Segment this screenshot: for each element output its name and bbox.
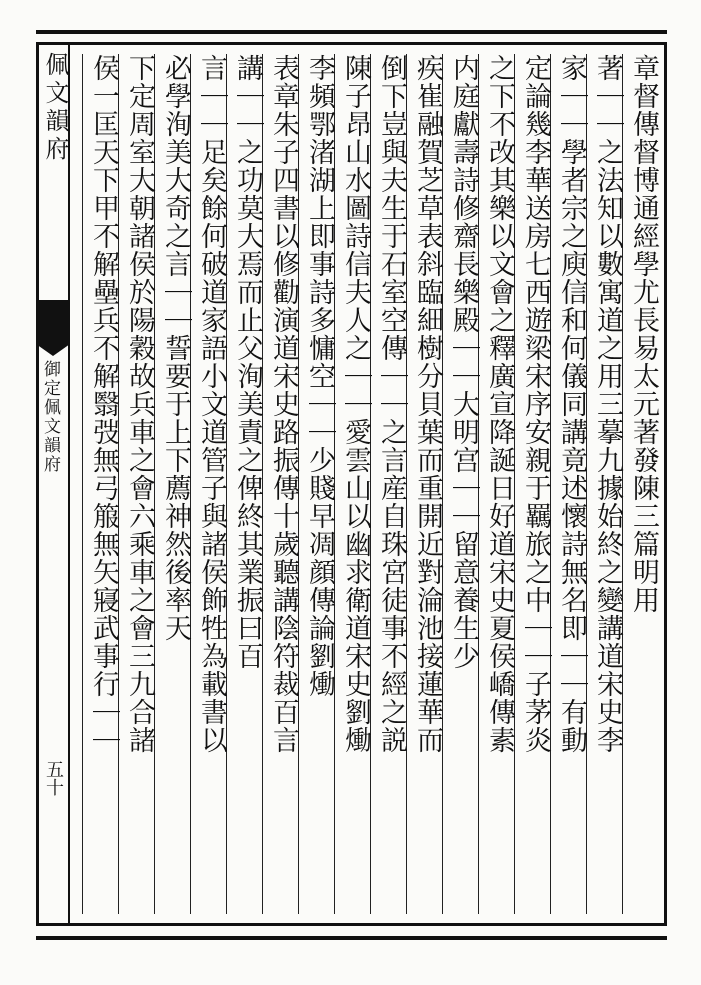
text-column (514, 54, 554, 914)
column-text: 侯一匡天下甲不解壘兵不解翳弢無弓箙無矢寢武事行｜｜ (88, 54, 119, 754)
text-column (154, 54, 194, 914)
text-column (622, 54, 662, 914)
text-column (82, 54, 122, 914)
column-text: 講｜｜之功莫大焉而止父洵美責之俾終其業振曰百 (232, 54, 263, 670)
text-column (226, 54, 266, 914)
text-column (550, 54, 590, 914)
column-text: 陳子昂山水圖詩信夫人之｜｜愛雲山以幽求衛道宋史劉㷲 (340, 54, 371, 754)
column-text: 下定周室大朝諸侯於陽穀故兵車之會六乘車之會三九合諸 (124, 54, 155, 754)
margin-book-title: 御定佩文韻府 (40, 360, 60, 474)
text-column (406, 54, 446, 914)
bottom-border-line (36, 936, 667, 940)
text-column (298, 54, 338, 914)
column-text: 必學洵美大奇之言｜｜誓要于上下薦神然後率天 (160, 54, 191, 642)
text-columns (72, 48, 662, 920)
top-border-line (36, 30, 667, 34)
text-column (370, 54, 410, 914)
right-border-line (664, 42, 667, 926)
text-column (334, 54, 374, 914)
column-text: 家｜｜學者宗之庾信和何儀同講竟述懷詩無名即｜｜有動 (556, 54, 587, 754)
text-column (478, 54, 518, 914)
column-text: 李頻鄂渚湖上即事詩多慵空｜｜少賤早凋顔傳論劉㷲 (304, 54, 335, 698)
column-text: 疾崔融賀芝草表斜臨細樹分貝葉而重開近對淪池接蓮華而 (412, 54, 443, 754)
column-text: 章督傳督博通經學尤長易太元著發陳三篇明用 (628, 54, 659, 614)
text-column (586, 54, 626, 914)
column-text: 言｜｜足矣餘何破道家語小文道管子與諸侯飾牲為載書以 (196, 54, 227, 754)
text-column (118, 54, 158, 914)
text-column (442, 54, 482, 914)
column-text: 倒下豈與夫生于石室空傳｜｜之言産自珠宮徒事不經之説 (376, 54, 407, 754)
fish-tail-mark (36, 300, 70, 344)
column-text: 定論幾李華送房七西遊梁宋序安親于羈旅之中｜｜子茅炎 (520, 54, 551, 754)
column-text: 内庭獻壽詩修齋長樂殿｜｜大明宫｜｜留意養生少 (448, 54, 479, 670)
page-number: 五十 (43, 760, 64, 796)
margin-title: 佩文韻府 (41, 52, 69, 164)
text-column (262, 54, 302, 914)
column-text: 表章朱子四書以修勸演道宋史路振傳十歲聽講陰符裁百言 (268, 54, 299, 754)
column-text: 之下不改其樂以文會之釋廣宣降誕日好道宋史夏侯嶠傳素 (484, 54, 515, 754)
column-text: 著｜｜之法知以數寓道之用三摹九據始終之變講道宋史李 (592, 54, 623, 754)
text-column (190, 54, 230, 914)
